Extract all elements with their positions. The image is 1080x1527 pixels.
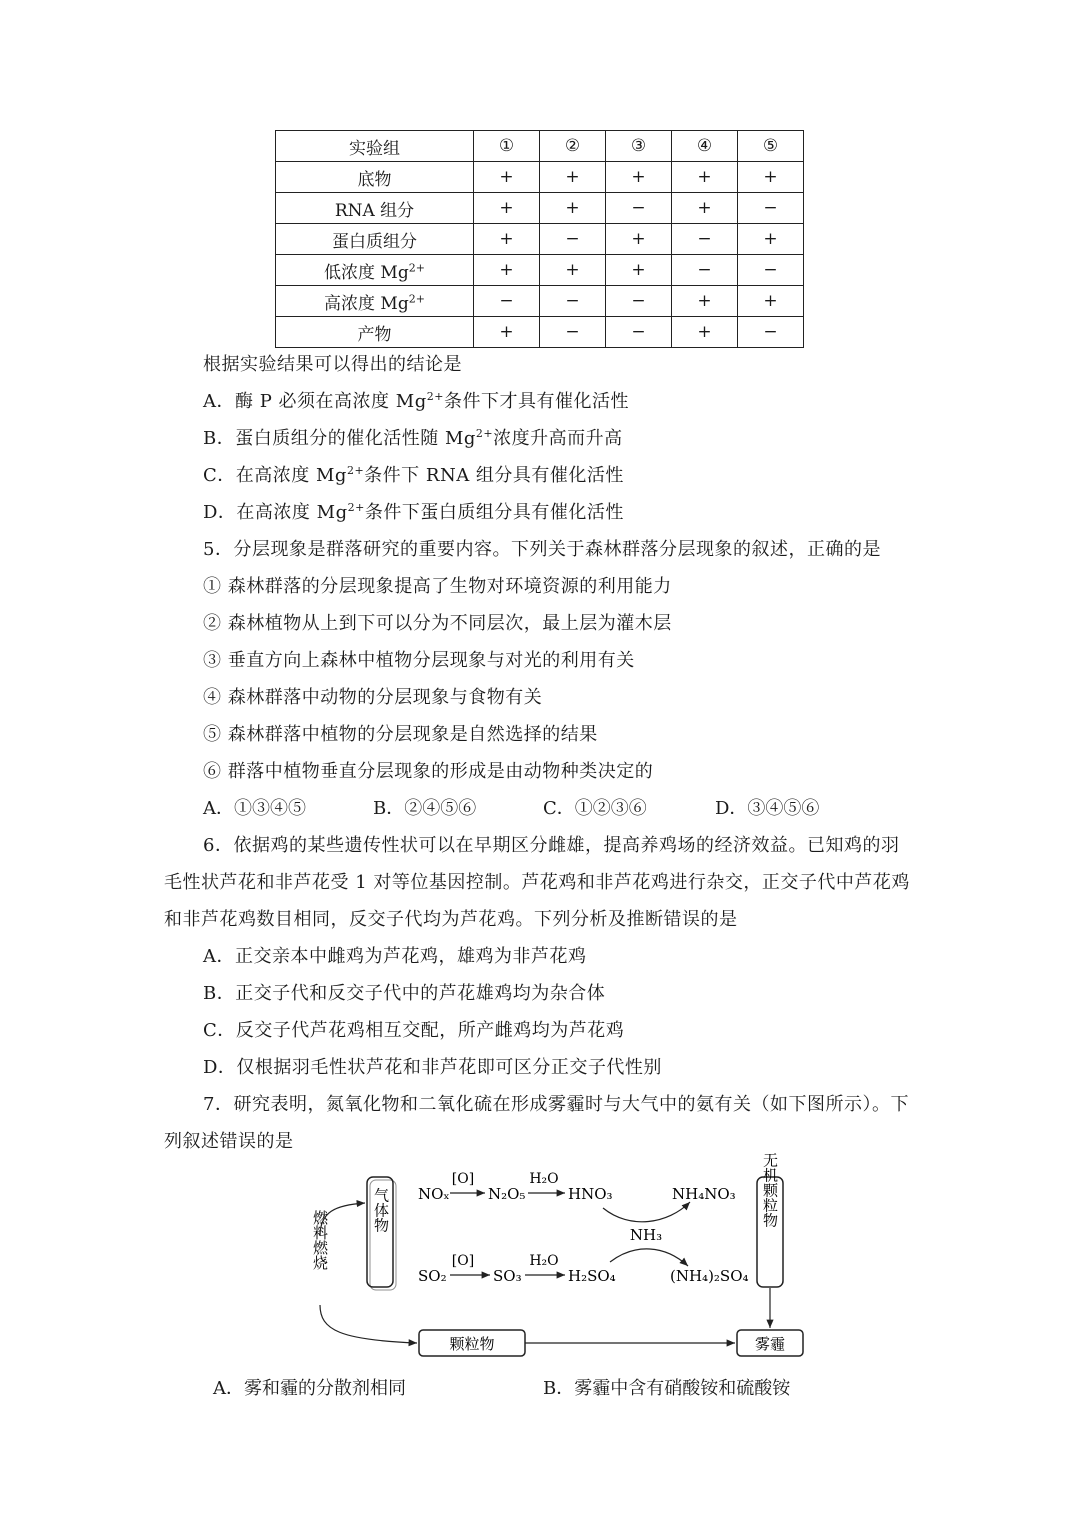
q6-option-d: D．仅根据羽毛性状芦花和非芦花即可区分正交子代性别	[203, 1057, 662, 1078]
hno3-label: HNO₃	[568, 1185, 613, 1203]
table-cell: +	[672, 162, 738, 193]
nh3-label: NH₃	[629, 1226, 663, 1244]
oxygen-label-2: [O]	[451, 1253, 475, 1269]
so3-label: SO₃	[493, 1267, 522, 1285]
table-cell: +	[738, 286, 804, 317]
q5-item: ⑥ 群落中植物垂直分层现象的形成是由动物种类决定的	[203, 761, 654, 782]
so2-label: SO₂	[418, 1267, 447, 1285]
q5-item: ③ 垂直方向上森林中植物分层现象与对光的利用有关	[203, 650, 635, 671]
table-cell: +	[540, 162, 606, 193]
nh42so4-label: (NH₄)₂SO₄	[670, 1267, 749, 1285]
q7-stem-line: 7．研究表明，氮氧化物和二氧化硫在形成雾霾时与大气中的氨有关（如下图所示）。下	[203, 1094, 909, 1115]
table-cell: −	[738, 193, 804, 224]
oxygen-label: [O]	[451, 1171, 475, 1187]
table-header-cell: ⑤	[738, 131, 804, 162]
table-row-label: 底物	[276, 162, 474, 193]
n2o5-label: N₂O₅	[488, 1185, 526, 1203]
q5-option-b: B．②④⑤⑥	[373, 798, 477, 819]
table-cell: −	[474, 286, 540, 317]
table-cell: +	[606, 255, 672, 286]
table-row-label: RNA 组分	[276, 193, 474, 224]
table-header-cell: 实验组	[276, 131, 474, 162]
table-cell: −	[606, 286, 672, 317]
table-cell: +	[672, 317, 738, 348]
nh4no3-label: NH₄NO₃	[672, 1185, 736, 1203]
q5-item: ⑤ 森林群落中植物的分层现象是自然选择的结果	[203, 724, 598, 745]
q5-stem: 5．分层现象是群落研究的重要内容。下列关于森林群落分层现象的叙述，正确的是	[203, 539, 881, 560]
table-row-label: 低浓度 $Mg^{2+}$	[276, 255, 474, 286]
table-cell: +	[474, 317, 540, 348]
q6-stem-line: 6．依据鸡的某些遗传性状可以在早期区分雌雄，提高养鸡场的经济效益。已知鸡的羽	[203, 835, 900, 856]
table-cell: +	[738, 162, 804, 193]
q7-stem-line: 列叙述错误的是	[164, 1131, 294, 1152]
q5-option-d: D．③④⑤⑥	[715, 798, 820, 819]
q4-option-d: D．在高浓度 $Mg^{2+}$条件下蛋白质组分具有催化活性	[203, 501, 624, 523]
q5-option-a: A．①③④⑤	[203, 798, 306, 819]
q4-option-b: B．蛋白质组分的催化活性随 $Mg^{2+}$浓度升高而升高	[203, 427, 623, 449]
table-header-cell: ③	[606, 131, 672, 162]
particles-box-label: 颗粒物	[449, 1335, 495, 1353]
q5-option-c: C．①②③⑥	[543, 798, 647, 819]
table-cell: +	[672, 286, 738, 317]
water-label-2: H₂O	[529, 1253, 559, 1269]
table-cell: +	[474, 162, 540, 193]
nox-label: NOₓ	[418, 1185, 450, 1203]
table-cell: −	[540, 224, 606, 255]
haze-box-label: 雾霾	[754, 1335, 786, 1353]
fuel-combustion-label: 燃料燃烧	[311, 1210, 329, 1270]
arrow-to-particles	[320, 1305, 417, 1343]
q7-option-a: A．雾和霾的分散剂相同	[213, 1378, 406, 1399]
h2so4-label: H₂SO₄	[568, 1267, 616, 1285]
table-cell: +	[540, 193, 606, 224]
q6-stem-line: 毛性状芦花和非芦花受 1 对等位基因控制。芦花鸡和非芦花鸡进行杂交，正交子代中芦花鸡	[164, 872, 910, 893]
table-cell: −	[672, 255, 738, 286]
table-cell: +	[606, 162, 672, 193]
water-label: H₂O	[529, 1171, 559, 1187]
table-cell: +	[474, 193, 540, 224]
q5-item: ① 森林群落的分层现象提高了生物对环境资源的利用能力	[203, 576, 672, 597]
q5-item: ④ 森林群落中动物的分层现象与食物有关	[203, 687, 543, 708]
table-row-label: 产物	[276, 317, 474, 348]
q4-stem: 根据实验结果可以得出的结论是	[203, 354, 462, 375]
table-cell: +	[474, 255, 540, 286]
table-cell: +	[738, 224, 804, 255]
table-cell: −	[738, 317, 804, 348]
gas-box-label: 气体物	[372, 1187, 390, 1233]
table-header-cell: ④	[672, 131, 738, 162]
table-cell: −	[606, 193, 672, 224]
table-row-label: 高浓度 $Mg^{2+}$	[276, 286, 474, 317]
q6-option-c: C．反交子代芦花鸡相互交配，所产雌鸡均为芦花鸡	[203, 1020, 625, 1041]
q7-option-b: B．雾霾中含有硝酸铵和硫酸铵	[543, 1378, 791, 1399]
table-header-cell: ②	[540, 131, 606, 162]
table-cell: −	[606, 317, 672, 348]
table-cell: −	[672, 224, 738, 255]
arrow-h2so4-nh42so4	[610, 1249, 688, 1266]
q6-option-b: B．正交子代和反交子代中的芦花雄鸡均为杂合体	[203, 983, 606, 1004]
q4-option-c: C．在高浓度 $Mg^{2+}$条件下 RNA 组分具有催化活性	[203, 464, 624, 486]
table-cell: +	[540, 255, 606, 286]
arrow-hno3-nh4no3	[603, 1202, 690, 1222]
table-header-cell: ①	[474, 131, 540, 162]
table-cell: −	[540, 317, 606, 348]
table-row-label: 蛋白质组分	[276, 224, 474, 255]
table-cell: +	[474, 224, 540, 255]
table-cell: +	[672, 193, 738, 224]
table-cell: −	[738, 255, 804, 286]
q6-option-a: A．正交亲本中雌鸡为芦花鸡，雄鸡为非芦花鸡	[203, 946, 587, 967]
q4-option-a: A．酶 P 必须在高浓度 $Mg^{2+}$条件下才具有催化活性	[203, 390, 629, 412]
q5-item: ② 森林植物从上到下可以分为不同层次，最上层为灌木层	[203, 613, 672, 634]
q6-stem-line: 和非芦花鸡数目相同，反交子代均为芦花鸡。下列分析及推断错误的是	[164, 909, 738, 930]
table-cell: +	[606, 224, 672, 255]
inorganic-particles-label: 无机颗粒物	[761, 1152, 779, 1228]
table-cell: −	[540, 286, 606, 317]
